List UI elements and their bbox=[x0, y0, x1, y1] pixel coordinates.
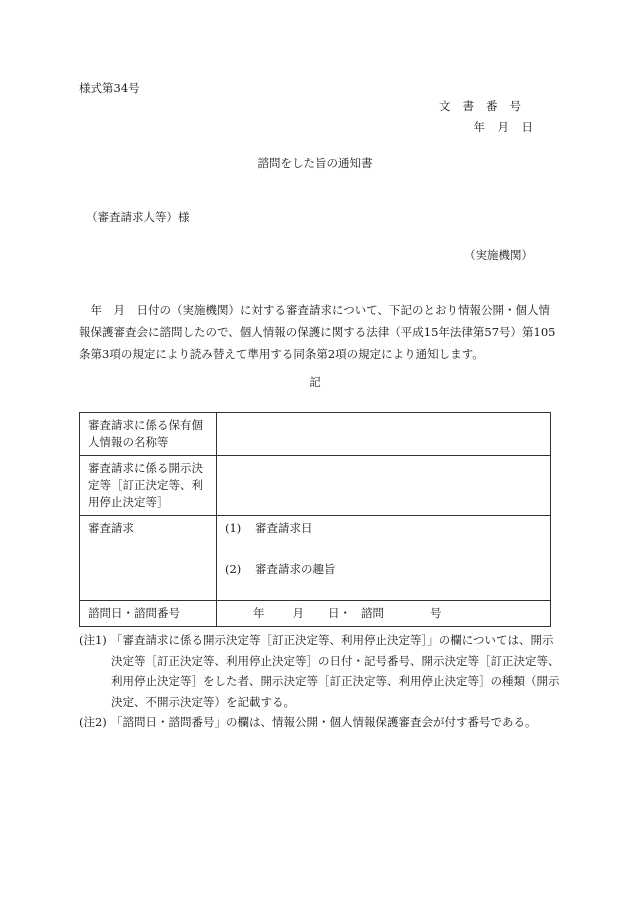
note-label: (注2) bbox=[79, 715, 107, 729]
disclosure-decision-cell bbox=[217, 456, 551, 516]
addressee: （審査請求人等）様 bbox=[86, 210, 190, 224]
note-label: (注1) bbox=[79, 633, 107, 647]
body-line: 年 月 日付の（実施機関）に対する審査請求について、下記のとおり情報公開・個人情 bbox=[79, 303, 551, 317]
request-cell bbox=[217, 516, 551, 601]
table-row bbox=[80, 413, 551, 456]
request-purpose-item: (2) 審査請求の趣旨 bbox=[225, 562, 336, 576]
form-number: 様式第34号 bbox=[79, 81, 140, 95]
body-line: 報保護審査会に諮問したので、個人情報の保護に関する法律（平成15年法律第57号）第105 bbox=[79, 325, 556, 339]
table-row bbox=[80, 516, 551, 601]
date-month-label: 月 bbox=[497, 120, 509, 134]
body-line: 条第3項の規定により読み替えて準用する同条第2項の規定により通知します。 bbox=[79, 347, 484, 361]
document-title: 諮問をした旨の通知書 bbox=[257, 156, 373, 170]
inquiry-date-cell: 年 月 日・ 諮問 号 bbox=[217, 601, 551, 627]
issuer: （実施機関） bbox=[464, 248, 533, 262]
document-number-label: 文書番号 bbox=[439, 99, 533, 113]
note-1 bbox=[79, 630, 559, 712]
note-text: 「審査請求に係る開示決定等［訂正決定等、利用停止決定等］」の欄については、開示 決定等［訂正決定等、利用停止決定等］の日付・記号番号、開示決定等［訂正決定等、 利用停止決定等］をした者、開示決定等［訂正決定等、利用停止決定等］の種類（開示 決定、不開示決定等）を記載する。 bbox=[111, 633, 560, 709]
table-row bbox=[80, 456, 551, 516]
details-table bbox=[79, 412, 551, 627]
row-header-inquiry-date: 諮問日・諮問番号 bbox=[80, 601, 217, 627]
ki-heading: 記 bbox=[309, 375, 321, 389]
table-row bbox=[80, 601, 551, 627]
row-header-request: 審査請求 bbox=[80, 516, 217, 601]
document-date-label bbox=[461, 122, 533, 134]
body-paragraph bbox=[79, 299, 556, 365]
request-date-item: (1) 審査請求日 bbox=[225, 521, 313, 535]
date-year-label: 年 bbox=[473, 120, 485, 134]
note-text: 「諮問日・諮問番号」の欄は、情報公開・個人情報保護審査会が付す番号である。 bbox=[111, 715, 537, 729]
notes-section bbox=[79, 630, 559, 733]
note-2 bbox=[79, 712, 559, 733]
row-header-disclosure-decision: 審査請求に係る開示決 定等［訂正決定等、利 用停止決定等］ bbox=[80, 456, 217, 516]
date-day-label: 日 bbox=[521, 120, 533, 134]
row-header-record-name: 審査請求に係る保有個 人情報の名称等 bbox=[80, 413, 217, 456]
record-name-cell bbox=[217, 413, 551, 456]
